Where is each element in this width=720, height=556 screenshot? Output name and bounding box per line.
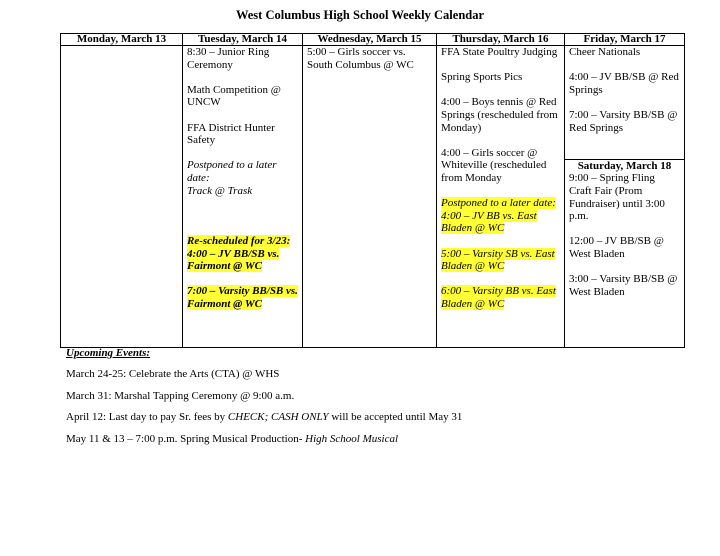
calendar-event: Cheer Nationals [569, 46, 641, 58]
weekly-calendar-table [60, 33, 685, 348]
day-header-saturday: Saturday, March 18 [565, 159, 684, 173]
upcoming-event-item: May 11 & 13 – 7:00 p.m. Spring Musical Production- High School Musical [66, 432, 399, 445]
day-cell-monday [61, 46, 183, 348]
day-cell-thursday [437, 46, 565, 348]
calendar-event: Re-scheduled for 3/23: 4:00 – JV BB/SB vs. Fairmont @ WC [187, 234, 291, 273]
calendar-event: Spring Sports Pics [441, 71, 523, 84]
day-header-tuesday: Tuesday, March 14 [183, 34, 303, 46]
day-header-monday: Monday, March 13 [61, 34, 183, 46]
calendar-event: 4:00 – Boys tennis @ Red Springs (rescheduled from Monday) [441, 96, 558, 134]
calendar-event: 5:00 – Girls soccer vs. South Columbus @ WC [307, 46, 414, 71]
calendar-event: 8:30 – Junior Ring Ceremony [187, 46, 270, 71]
calendar-event: Postponed to a later date: 4:00 – JV BB vs. East Bladen @ WC [441, 197, 556, 235]
calendar-event: FFA State Poultry Judging [441, 46, 558, 58]
upcoming-events [66, 347, 686, 454]
day-header-wednesday: Wednesday, March 15 [303, 34, 437, 46]
upcoming-event-item: March 24-25: Celebrate the Arts (CTA) @ WHS [66, 368, 280, 380]
calendar-event: 7:00 – Varsity BB/SB @ Red Springs [569, 108, 678, 134]
calendar-event: FFA District Hunter Safety [187, 121, 275, 147]
upcoming-events-list [66, 368, 686, 445]
day-header-thursday: Thursday, March 16 [437, 34, 565, 46]
calendar-event: 5:00 – Varsity SB vs. East Bladen @ WC [441, 247, 555, 273]
calendar-event: Math Competition @ UNCW [187, 83, 281, 109]
calendar-event: 6:00 – Varsity BB vs. East Bladen @ WC [441, 285, 556, 310]
calendar-event: 4:00 – Girls soccer @ Whiteville (rescheduled from Monday [441, 146, 547, 184]
page-title: West Columbus High School Weekly Calendar [235, 8, 485, 22]
calendar-event: 12:00 – JV BB/SB @ West Bladen [569, 235, 664, 260]
calendar-event: 4:00 – JV BB/SB @ Red Springs [569, 71, 679, 96]
calendar-event: 3:00 – Varsity BB/SB @ West Bladen [569, 273, 678, 298]
day-cell-tuesday [183, 46, 303, 348]
upcoming-events-heading: Upcoming Events: [66, 347, 151, 359]
upcoming-event-item: March 31: Marshal Tapping Ceremony @ 9:00 a.m. [66, 389, 295, 402]
calendar-event: 7:00 – Varsity BB/SB vs. Fairmont @ WC [187, 285, 298, 310]
upcoming-event-item: April 12: Last day to pay Sr. fees by CHECK; CASH ONLY will be accepted until May 31 [66, 411, 463, 424]
day-cell-wednesday [303, 46, 437, 348]
calendar-header-row [61, 34, 685, 46]
calendar-event: Postponed to a later date: Track @ Trask [187, 159, 277, 197]
calendar-event: 9:00 – Spring Fling Craft Fair (Prom Fundraiser) until 3:00 p.m. [569, 172, 665, 223]
day-header-friday: Friday, March 17 [565, 34, 685, 46]
day-cell-friday [565, 46, 685, 348]
calendar-event [187, 210, 298, 223]
calendar-body-row [61, 46, 685, 348]
